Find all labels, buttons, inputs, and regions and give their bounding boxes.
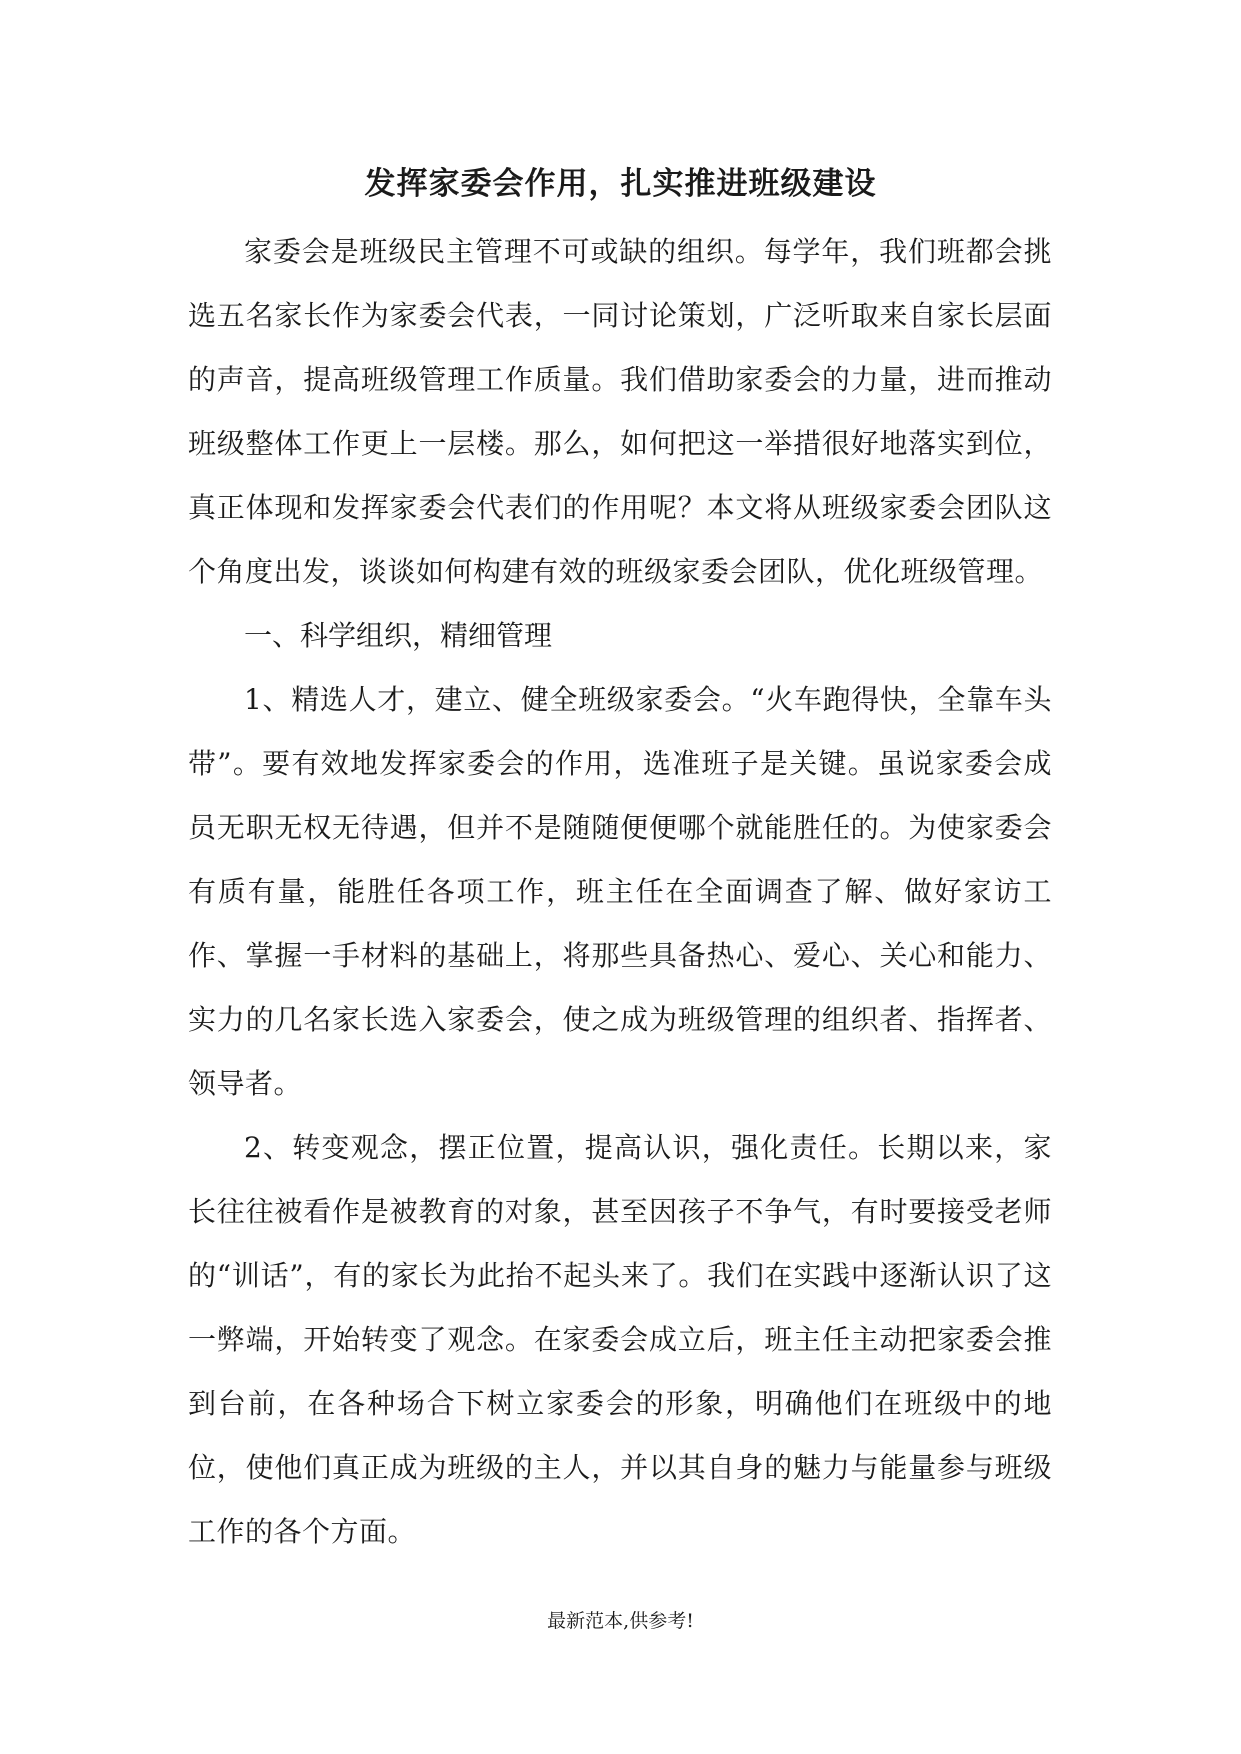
point-two-paragraph: 2、转变观念，摆正位置，提高认识，强化责任。长期以来，家长往往被看作是被教育的对象，甚至因孩子不争气，有时要接受老师的“训话”，有的家长为此抬不起头来了。我们在实践中逐渐认识了这一弊端，开始转变了观念。在家委会成立后，班主任主动把家委会推到台前，在各种场合下树立家委会的形象，明确他们在班级中的地位，使他们真正成为班级的主人，并以其自身的魅力与能量参与班级工作的各个方面。 (188, 1131, 1052, 1548)
intro-paragraph: 家委会是班级民主管理不可或缺的组织。每学年，我们班都会挑选五名家长作为家委会代表，一同讨论策划，广泛听取来自家长层面的声音，提高班级管理工作质量。我们借助家委会的力量，进而推动班级整体工作更上一层楼。那么，如何把这一举措很好地落实到位，真正体现和发挥家委会代表们的作用呢？本文将从班级家委会团队这个角度出发，谈谈如何构建有效的班级家委会团队，优化班级管理。 (188, 235, 1052, 588)
point-one-paragraph: 1、精选人才，建立、健全班级家委会。“火车跑得快，全靠车头带”。要有效地发挥家委会的作用，选准班子是关键。虽说家委会成员无职无权无待遇，但并不是随随便便哪个就能胜任的。为使家委会有质有量，能胜任各项工作，班主任在全面调查了解、做好家访工作、掌握一手材料的基础上，将那些具备热心、爱心、关心和能力、实力的几名家长选入家委会，使之成为班级管理的组织者、指挥者、领导者。 (188, 683, 1052, 1100)
document-title: 发挥家委会作用，扎实推进班级建设 (364, 166, 877, 202)
page-footer: 最新范本,供参考! (547, 1610, 694, 1632)
document-body (188, 220, 1052, 1564)
section-heading: 一、科学组织，精细管理 (244, 619, 553, 652)
